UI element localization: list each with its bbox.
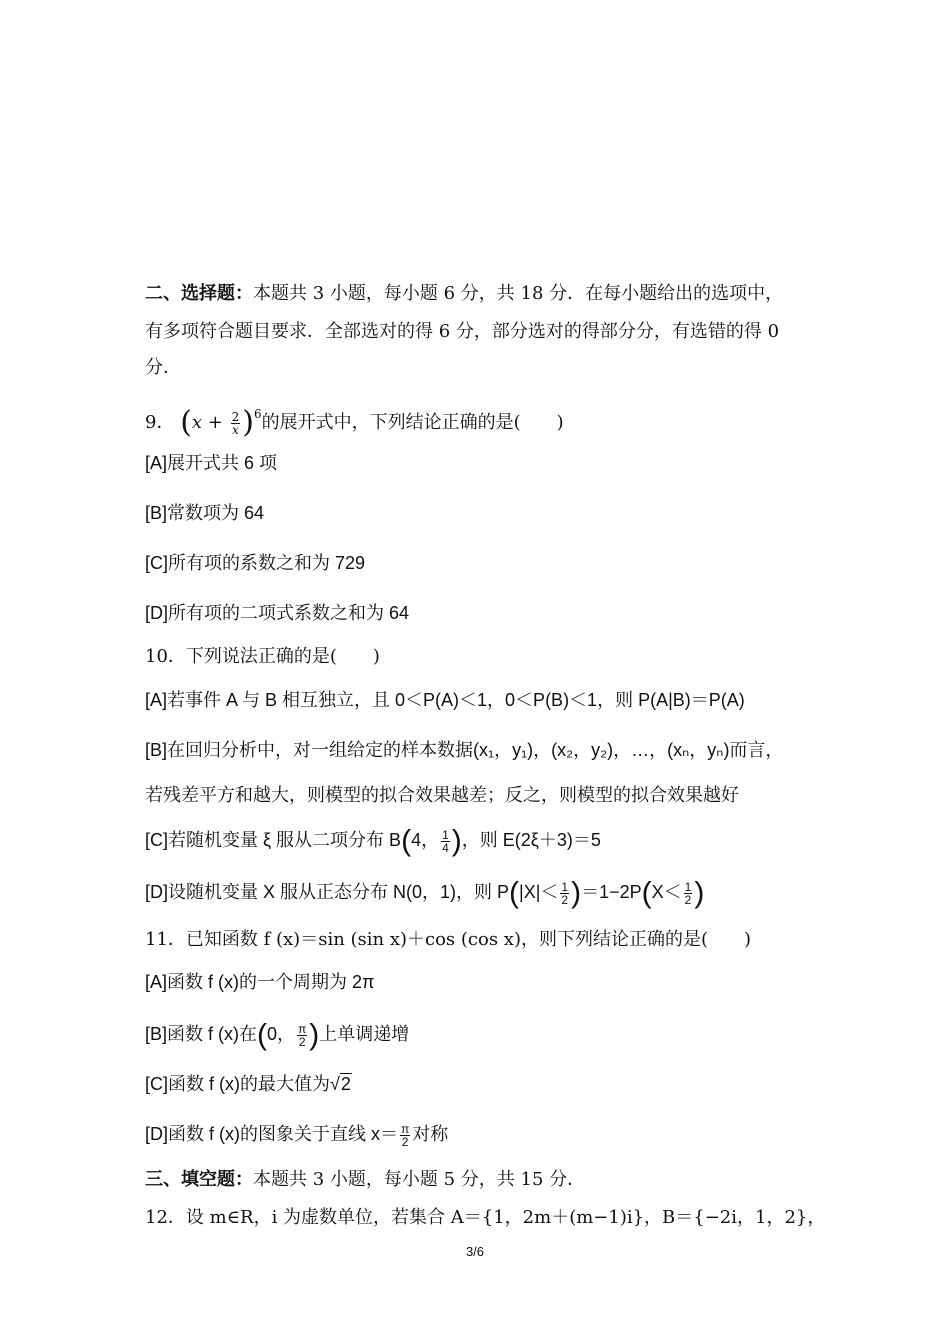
- section2-heading-line3: 分．: [145, 357, 181, 378]
- q10-option-a: [A]若事件 A 与 B 相互独立，且 0＜P(A)＜1，0＜P(B)＜1，则 P(A|B)＝P(A): [145, 690, 745, 710]
- q9-option-d: [D]所有项的二项式系数之和为 64: [145, 603, 410, 623]
- q10-option-c: [145, 824, 601, 858]
- question-11-stem: 11．已知函数 f (x)＝sin (sin x)＋cos (cos x)，则下列结论正确的是( ): [145, 929, 752, 950]
- q10-d-frac2-num: 1: [684, 879, 692, 894]
- q11-b-frac-num: π: [298, 1021, 307, 1036]
- q11-b-fraction: [297, 1023, 307, 1048]
- q11-option-c: [145, 1072, 352, 1096]
- question-12-stem: 12．设 m∈R，i 为虚数单位，若集合 A＝{1，2m＋(m−1)i}，B＝{−2i，1，2}，: [145, 1207, 826, 1228]
- section3-title: 三、填空题：: [145, 1169, 253, 1190]
- q11-b-lparen: (: [257, 1018, 267, 1052]
- q10-c-fraction: [441, 829, 450, 854]
- q10-option-b-line1: [B]在回归分析中，对一组给定的样本数据(x₁，y₁)，(x₂，y₂)，…，(xₙ，yₙ)而言，: [145, 740, 784, 760]
- q10-c-frac-num: 1: [442, 827, 449, 842]
- q11-option-b: [145, 1018, 410, 1052]
- q10-c-rparen: ): [451, 824, 462, 858]
- q9-fraction: [231, 411, 241, 436]
- q9-right-paren: ): [242, 405, 254, 440]
- q9-option-a: [A]展开式共 6 项: [145, 453, 278, 473]
- q9-stem-text: 的展开式中，下列结论正确的是( ): [261, 412, 564, 433]
- q11-d-frac-num: π: [401, 1121, 410, 1136]
- q10-d-fraction2: [684, 881, 693, 906]
- q10-d-lparen2: (: [641, 876, 652, 910]
- q9-option-c: [C]所有项的系数之和为 729: [145, 553, 366, 573]
- q10-option-b-line2: 若残差平方和越大，则模型的拟合效果越差；反之，则模型的拟合效果越好: [145, 785, 739, 805]
- q9-frac-den: x: [232, 422, 239, 437]
- q11-d-post: 对称: [412, 1124, 449, 1144]
- q10-d-fraction: [560, 881, 569, 906]
- q10-d-rparen: ): [571, 876, 582, 910]
- q9-option-b: [B]常数项为 64: [145, 503, 265, 523]
- section2-title: 二、选择题：: [145, 283, 253, 304]
- q11-d-frac-den: 2: [401, 1134, 409, 1149]
- q11-b-frac-den: 2: [298, 1034, 306, 1049]
- q10-d-mid: ＝1−2P: [581, 882, 642, 902]
- section3-heading: [145, 1168, 585, 1192]
- page-number: 3/6: [465, 1244, 485, 1259]
- q11-option-d: [145, 1122, 448, 1148]
- q9-exponent: 6: [253, 407, 262, 421]
- section3-text: 本题共 3 小题，每小题 5 分，共 15 分．: [253, 1169, 586, 1190]
- q11-b-rparen: ): [309, 1018, 320, 1052]
- question-10-stem: 10．下列说法正确的是( ): [145, 646, 380, 667]
- q11-c-radicand: 2: [340, 1074, 351, 1094]
- q11-d-pre: [D]函数 f (x)的图象关于直线 x＝: [145, 1124, 398, 1144]
- q10-d-frac-den: 2: [561, 892, 569, 907]
- q10-d-frac-num: 1: [561, 879, 569, 894]
- q10-c-post: ，则 E(2ξ＋3)＝5: [461, 830, 601, 850]
- q10-c-frac-den: 4: [442, 840, 449, 855]
- q11-b-pre: [B]函数 f (x)在: [145, 1024, 257, 1044]
- q10-d-lparen: (: [509, 876, 520, 910]
- q11-b-post: 上单调递增: [319, 1024, 410, 1044]
- q10-d-pre: [D]设随机变量 X 服从正态分布 N(0，1)，则 P: [145, 882, 510, 902]
- q10-c-pre: [C]若随机变量 ξ 服从二项分布 B: [145, 830, 402, 850]
- q10-d-rparen2: ): [694, 876, 705, 910]
- q11-d-fraction: [400, 1123, 410, 1148]
- q9-var-x: x: [191, 412, 203, 433]
- question-9-stem: [145, 402, 564, 440]
- q10-c-lparen: (: [401, 824, 412, 858]
- q9-plus: +: [207, 412, 223, 433]
- section2-heading-line2: 有多项符合题目要求．全部选对的得 6 分，部分选对的得部分分，有选错的得 0: [145, 321, 780, 342]
- section2-text-line1: 本题共 3 小题，每小题 6 分，共 18 分．在每小题给出的选项中，: [253, 283, 784, 304]
- q10-d-abs: |X|＜: [519, 882, 559, 902]
- q10-c-four: 4，: [411, 830, 440, 850]
- q9-left-paren: (: [180, 405, 192, 440]
- q9-number: 9．: [145, 412, 175, 433]
- q11-c-root-sign: √: [330, 1074, 340, 1094]
- q10-d-x: X＜: [651, 882, 682, 902]
- q10-option-d: [145, 876, 705, 910]
- q9-frac-num: 2: [231, 409, 240, 424]
- q11-option-a: [A]函数 f (x)的一个周期为 2π: [145, 972, 375, 992]
- q11-b-zero: 0，: [267, 1024, 296, 1044]
- section2-heading-line1: [145, 282, 783, 306]
- q10-d-frac2-den: 2: [684, 892, 692, 907]
- q11-c-pre: [C]函数 f (x)的最大值为: [145, 1074, 330, 1094]
